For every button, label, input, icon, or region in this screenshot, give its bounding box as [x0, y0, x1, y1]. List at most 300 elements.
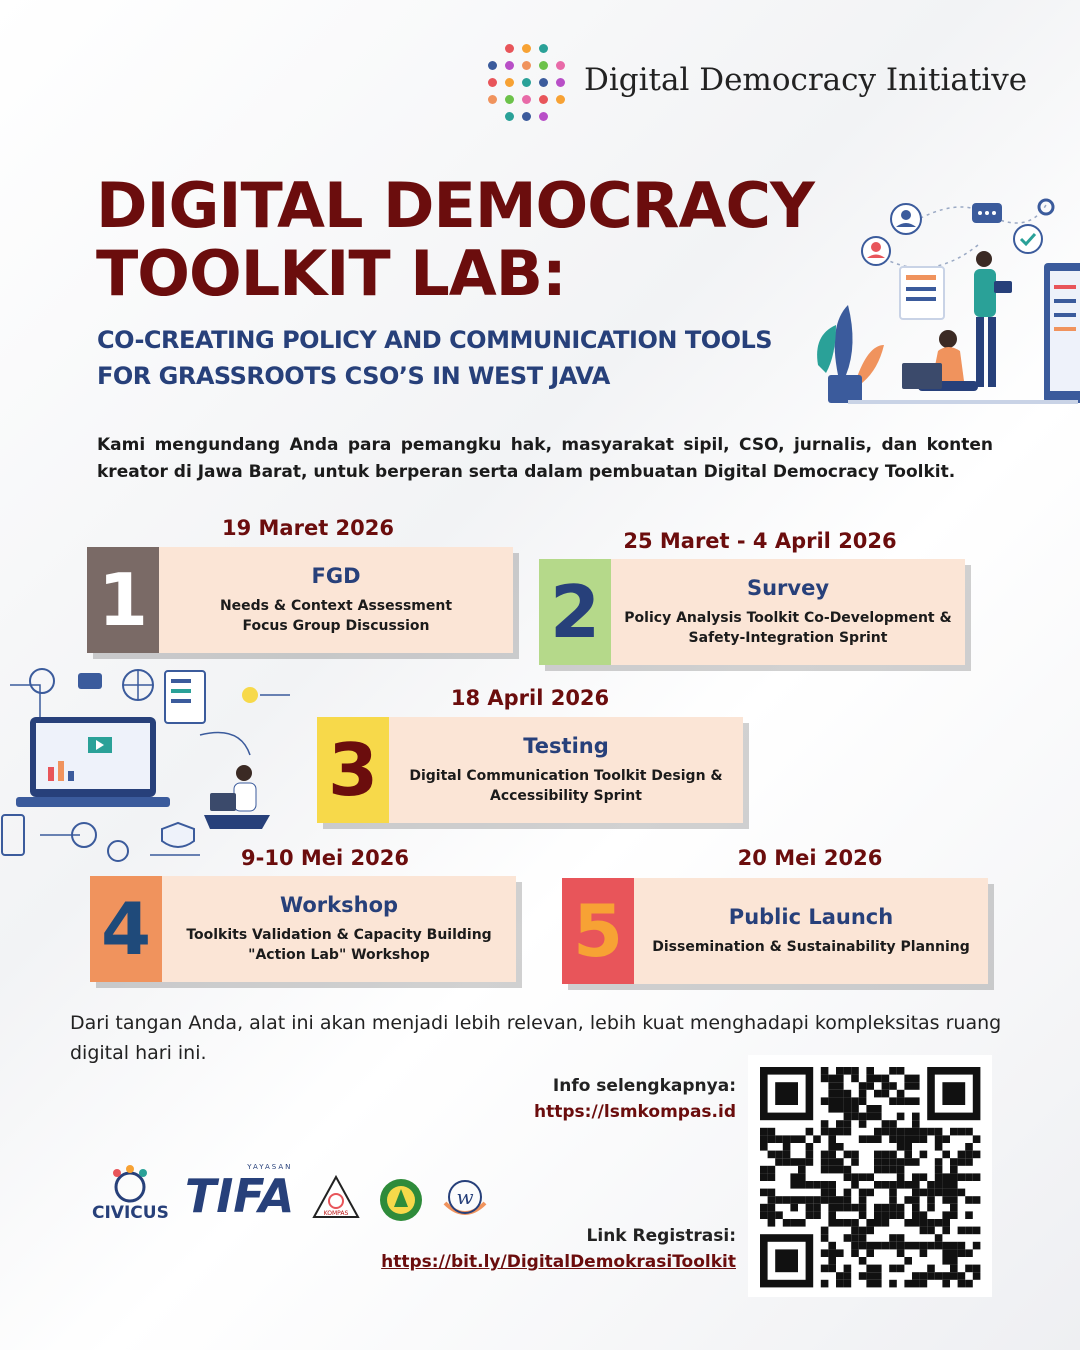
qr-module — [828, 1082, 836, 1090]
qr-module — [935, 1181, 943, 1189]
step-5-date: 20 Mei 2026 — [737, 846, 883, 870]
closing-paragraph: Dari tangan Anda, alat ini akan menjadi lebih relevan, lebih kuat menghadapi kompleksitas ruang digital hari ini. — [70, 1012, 1002, 1064]
brand-dot — [522, 112, 531, 121]
qr-module — [828, 1242, 836, 1250]
qr-module — [828, 1075, 836, 1083]
qr-module — [882, 1211, 890, 1219]
qr-module — [760, 1166, 768, 1174]
qr-module — [927, 1242, 935, 1250]
qr-module — [904, 1143, 912, 1151]
qr-module — [897, 1166, 905, 1174]
qr-module — [904, 1219, 912, 1227]
qr-module — [859, 1113, 867, 1121]
qr-module — [866, 1272, 874, 1280]
page-title — [96, 169, 816, 310]
qr-module — [790, 1158, 798, 1166]
qr-module — [889, 1242, 897, 1250]
qr-module — [783, 1219, 791, 1227]
brand-dot — [505, 112, 514, 121]
qr-module — [768, 1166, 776, 1174]
qr-module — [920, 1272, 928, 1280]
qr-module — [942, 1211, 950, 1219]
partner-logos — [92, 1148, 490, 1223]
step-3-title: Testing — [523, 734, 609, 758]
qr-module — [775, 1196, 783, 1204]
qr-module — [965, 1265, 973, 1273]
qr-module — [813, 1204, 821, 1212]
qr-module — [836, 1204, 844, 1212]
qr-module — [912, 1204, 920, 1212]
qr-module — [790, 1196, 798, 1204]
step-4-date: 9-10 Mei 2026 — [241, 846, 409, 870]
qr-module — [889, 1166, 897, 1174]
qr-module — [882, 1075, 890, 1083]
qr-module — [866, 1075, 874, 1083]
qr-module — [821, 1227, 829, 1235]
subtitle-line-1: CO-CREATING POLICY AND COMMUNICATION TOOLS — [97, 326, 773, 354]
qr-module — [828, 1105, 836, 1113]
qr-module — [912, 1097, 920, 1105]
qr-module — [828, 1196, 836, 1204]
qr-module — [897, 1242, 905, 1250]
qr-module — [859, 1082, 867, 1090]
qr-module — [889, 1189, 897, 1197]
qr-module — [836, 1075, 844, 1083]
qr-module — [828, 1181, 836, 1189]
civicus-emblem-icon — [105, 1165, 155, 1203]
qr-module — [912, 1120, 920, 1128]
qr-module — [935, 1166, 943, 1174]
brand-dot — [488, 78, 497, 87]
qr-module — [927, 1204, 935, 1212]
qr-module — [958, 1173, 966, 1181]
qr-module — [874, 1158, 882, 1166]
qr-module — [851, 1097, 859, 1105]
step-4-number: 4 — [90, 876, 162, 982]
qr-module — [775, 1158, 783, 1166]
qr-module — [897, 1204, 905, 1212]
qr-module — [958, 1151, 966, 1159]
qr-module — [828, 1249, 836, 1257]
qr-module — [768, 1151, 776, 1159]
step-5-title: Public Launch — [728, 905, 894, 929]
kompas-text: KOMPAS — [324, 1210, 349, 1217]
brand-logo-icon — [482, 38, 566, 122]
step-1-desc-2: Focus Group Discussion — [242, 618, 430, 634]
qr-module — [836, 1105, 844, 1113]
qr-module — [950, 1189, 958, 1197]
tifa-logo — [184, 1163, 295, 1223]
qr-module — [912, 1219, 920, 1227]
qr-module — [965, 1227, 973, 1235]
qr-module — [912, 1173, 920, 1181]
qr-module — [897, 1181, 905, 1189]
qr-module — [790, 1219, 798, 1227]
qr-module — [828, 1090, 836, 1098]
qr-module — [821, 1075, 829, 1083]
info-link[interactable]: https://lsmkompas.id — [534, 1102, 736, 1122]
qr-module — [889, 1082, 897, 1090]
qr-module — [920, 1151, 928, 1159]
qr-module — [768, 1219, 776, 1227]
step-1-card — [87, 547, 513, 653]
brand-dot — [522, 61, 531, 70]
qr-module — [920, 1189, 928, 1197]
qr-code[interactable] — [748, 1055, 992, 1297]
qr-module — [904, 1151, 912, 1159]
qr-module — [859, 1227, 867, 1235]
qr-module — [844, 1219, 852, 1227]
step-1-desc-1: Needs & Context Assessment — [219, 598, 453, 614]
qr-module — [828, 1097, 836, 1105]
qr-module — [806, 1151, 814, 1159]
qr-module — [889, 1097, 897, 1105]
qr-module — [874, 1113, 882, 1121]
qr-module — [889, 1196, 897, 1204]
qr-module — [927, 1272, 935, 1280]
qr-module — [927, 1227, 935, 1235]
step-4-title: Workshop — [279, 893, 399, 917]
qr-module — [783, 1196, 791, 1204]
qr-module — [821, 1189, 829, 1197]
qr-module — [874, 1272, 882, 1280]
qr-module — [836, 1143, 844, 1151]
qr-module — [828, 1204, 836, 1212]
qr-module — [844, 1166, 852, 1174]
qr-module — [973, 1196, 981, 1204]
qr-module — [760, 1173, 768, 1181]
brand-dot — [522, 44, 531, 53]
qr-module — [851, 1249, 859, 1257]
qr-module — [935, 1189, 943, 1197]
qr-module — [760, 1204, 768, 1212]
qr-module — [859, 1204, 867, 1212]
qr-module — [775, 1249, 798, 1272]
qr-module — [882, 1120, 890, 1128]
qr-module — [798, 1173, 806, 1181]
qr-module — [904, 1128, 912, 1136]
qr-module — [935, 1272, 943, 1280]
qr-module — [912, 1196, 920, 1204]
step-2-title: Survey — [746, 576, 830, 600]
qr-module — [760, 1211, 768, 1219]
registration-link[interactable]: https://bit.ly/DigitalDemokrasiToolkit — [381, 1252, 736, 1272]
qr-module — [920, 1173, 928, 1181]
qr-module — [950, 1158, 958, 1166]
qr-module — [920, 1135, 928, 1143]
qr-module — [950, 1249, 958, 1257]
qr-module — [844, 1151, 852, 1159]
qr-module — [866, 1189, 874, 1197]
qr-module — [798, 1181, 806, 1189]
qr-module — [904, 1082, 912, 1090]
qr-module — [813, 1196, 821, 1204]
qr-module — [821, 1097, 829, 1105]
qr-module — [897, 1265, 905, 1273]
qr-module — [942, 1151, 950, 1159]
qr-module — [942, 1257, 950, 1265]
qr-module — [897, 1128, 905, 1136]
qr-module — [859, 1242, 867, 1250]
qr-module — [836, 1128, 844, 1136]
brand-dot — [556, 95, 565, 104]
brand-dot — [488, 61, 497, 70]
qr-module — [920, 1242, 928, 1250]
qr-module — [889, 1204, 897, 1212]
step-3-card — [317, 717, 743, 823]
qr-module — [950, 1204, 958, 1212]
qr-module — [859, 1211, 867, 1219]
qr-module — [844, 1113, 852, 1121]
qr-module — [897, 1135, 905, 1143]
qr-module — [889, 1234, 897, 1242]
qr-module — [889, 1280, 897, 1288]
qr-module — [859, 1120, 867, 1128]
qr-module — [897, 1158, 905, 1166]
brand-dot — [556, 78, 565, 87]
qr-module — [965, 1173, 973, 1181]
qr-module — [920, 1227, 928, 1235]
info-label: Info selengkapnya: — [552, 1076, 736, 1096]
qr-module — [760, 1143, 768, 1151]
qr-module — [942, 1173, 950, 1181]
qr-module — [828, 1151, 836, 1159]
brand-dot — [539, 112, 548, 121]
qr-module — [942, 1082, 965, 1105]
qr-module — [844, 1090, 852, 1098]
step-4-desc-2: "Action Lab" Workshop — [248, 947, 430, 963]
qr-module — [851, 1075, 859, 1083]
qr-module — [874, 1105, 882, 1113]
step-2-desc-1: Policy Analysis Toolkit Co-Development & — [624, 610, 952, 626]
step-1-title: FGD — [311, 564, 361, 588]
step-4-card — [90, 876, 516, 982]
qr-module — [912, 1242, 920, 1250]
qr-module — [912, 1082, 920, 1090]
qr-module — [973, 1227, 981, 1235]
qr-module — [859, 1272, 867, 1280]
step-1-number: 1 — [87, 547, 159, 653]
qr-module — [859, 1196, 867, 1204]
qr-module — [950, 1265, 958, 1273]
qr-module — [790, 1204, 798, 1212]
qr-module — [866, 1135, 874, 1143]
qr-module — [836, 1082, 844, 1090]
qr-module — [904, 1280, 912, 1288]
qr-module — [821, 1166, 829, 1174]
tifa-text: TIFA — [184, 1169, 295, 1223]
qr-module — [768, 1204, 776, 1212]
qr-module — [821, 1196, 829, 1204]
qr-module — [828, 1143, 836, 1151]
qr-module — [836, 1280, 844, 1288]
qr-module — [920, 1219, 928, 1227]
brand-dot — [539, 95, 548, 104]
qr-module — [912, 1211, 920, 1219]
qr-module — [874, 1219, 882, 1227]
step-2-card — [539, 559, 965, 665]
qr-module — [844, 1280, 852, 1288]
qr-module — [866, 1242, 874, 1250]
qr-module — [828, 1257, 836, 1265]
qr-module — [821, 1181, 829, 1189]
brand-dot — [505, 44, 514, 53]
qr-module — [866, 1227, 874, 1235]
step-3-number: 3 — [317, 717, 389, 823]
kompas-emblem — [310, 1173, 362, 1223]
qr-module — [775, 1211, 783, 1219]
qr-module — [897, 1211, 905, 1219]
qr-module — [859, 1189, 867, 1197]
brand-dot — [556, 61, 565, 70]
qr-module — [844, 1120, 852, 1128]
qr-module — [790, 1173, 798, 1181]
qr-module — [783, 1135, 791, 1143]
qr-module — [912, 1128, 920, 1136]
qr-module — [798, 1166, 806, 1174]
step-5-desc-1: Dissemination & Sustainability Planning — [652, 939, 970, 955]
people-with-devices-illustration — [808, 175, 1080, 420]
qr-module — [836, 1249, 844, 1257]
qr-module — [897, 1097, 905, 1105]
qr-module — [935, 1135, 943, 1143]
qr-module — [844, 1196, 852, 1204]
qr-module — [874, 1204, 882, 1212]
qr-module — [965, 1128, 973, 1136]
qr-module — [828, 1135, 836, 1143]
qr-module — [836, 1120, 844, 1128]
intro-paragraph: Kami mengundang Anda para pemangku hak, masyarakat sipil, CSO, jurnalis, dan konten kreator di Jawa Barat, untuk berperan serta dalam pembuatan Digital Democracy Toolkit. — [97, 435, 993, 482]
qr-module — [882, 1151, 890, 1159]
qr-module — [851, 1227, 859, 1235]
qr-module — [768, 1211, 776, 1219]
qr-module — [806, 1204, 814, 1212]
step-5-number: 5 — [562, 878, 634, 984]
qr-module — [836, 1166, 844, 1174]
qr-module — [897, 1249, 905, 1257]
qr-module — [836, 1196, 844, 1204]
qr-module — [920, 1249, 928, 1257]
qr-module — [912, 1158, 920, 1166]
qr-module — [813, 1135, 821, 1143]
qr-module — [889, 1135, 897, 1143]
qr-module — [882, 1166, 890, 1174]
qr-module — [904, 1158, 912, 1166]
qr-module — [950, 1128, 958, 1136]
qr-module — [859, 1097, 867, 1105]
qr-module — [790, 1181, 798, 1189]
qr-module — [973, 1242, 981, 1250]
qr-module — [851, 1242, 859, 1250]
qr-module — [912, 1280, 920, 1288]
qr-module — [882, 1204, 890, 1212]
qr-module — [859, 1135, 867, 1143]
qr-module — [768, 1196, 776, 1204]
tifa-small-text: YAYASAN — [247, 1163, 293, 1171]
qr-module — [973, 1135, 981, 1143]
qr-module — [874, 1265, 882, 1273]
qr-module — [866, 1280, 874, 1288]
qr-module — [942, 1272, 950, 1280]
qr-module — [958, 1227, 966, 1235]
qr-module — [783, 1151, 791, 1159]
qr-module — [965, 1211, 973, 1219]
qr-module — [942, 1219, 950, 1227]
step-3-desc-1: Digital Communication Toolkit Design & — [409, 768, 723, 784]
brand-dot — [505, 95, 514, 104]
qr-module — [889, 1211, 897, 1219]
qr-module — [874, 1090, 882, 1098]
step-2-desc-2: Safety-Integration Sprint — [688, 630, 888, 646]
qr-module — [912, 1075, 920, 1083]
qr-module — [775, 1151, 783, 1159]
qr-module — [836, 1158, 844, 1166]
qr-module — [828, 1219, 836, 1227]
qr-module — [821, 1151, 829, 1159]
qr-module — [874, 1128, 882, 1136]
qr-module — [897, 1090, 905, 1098]
qr-module — [927, 1265, 935, 1273]
qr-module — [904, 1242, 912, 1250]
qr-module — [828, 1158, 836, 1166]
qr-module — [866, 1082, 874, 1090]
qr-module — [874, 1242, 882, 1250]
qr-module — [836, 1090, 844, 1098]
qr-module — [790, 1135, 798, 1143]
qr-module — [866, 1249, 874, 1257]
brand-dot — [539, 44, 548, 53]
qr-module — [897, 1173, 905, 1181]
qr-module — [958, 1189, 966, 1197]
qr-module — [973, 1265, 981, 1273]
qr-module — [844, 1204, 852, 1212]
qr-module — [935, 1128, 943, 1136]
qr-module — [844, 1234, 852, 1242]
qr-module — [904, 1257, 912, 1265]
qr-module — [973, 1173, 981, 1181]
qr-module — [882, 1128, 890, 1136]
qr-module — [760, 1189, 768, 1197]
qr-module — [927, 1189, 935, 1197]
qr-module — [958, 1280, 966, 1288]
qr-module — [874, 1211, 882, 1219]
qr-module — [851, 1219, 859, 1227]
qr-module — [920, 1280, 928, 1288]
qr-module — [844, 1067, 852, 1075]
qr-module — [889, 1067, 897, 1075]
qr-module — [821, 1249, 829, 1257]
qr-module — [859, 1257, 867, 1265]
qr-module — [897, 1113, 905, 1121]
qr-module — [904, 1075, 912, 1083]
qr-module — [859, 1173, 867, 1181]
qr-module — [813, 1211, 821, 1219]
brand-name: Digital Democracy Initiative — [584, 62, 1028, 98]
qr-module — [882, 1158, 890, 1166]
qr-module — [942, 1135, 950, 1143]
qr-module — [973, 1272, 981, 1280]
qr-module — [958, 1158, 966, 1166]
qr-module — [828, 1265, 836, 1273]
qr-module — [798, 1135, 806, 1143]
qr-module — [950, 1242, 958, 1250]
title-line-1: DIGITAL DEMOCRACY — [96, 169, 814, 242]
qr-module — [882, 1181, 890, 1189]
qr-module — [775, 1135, 783, 1143]
brand-dot — [488, 95, 497, 104]
qr-module — [775, 1082, 798, 1105]
qr-module — [821, 1120, 829, 1128]
